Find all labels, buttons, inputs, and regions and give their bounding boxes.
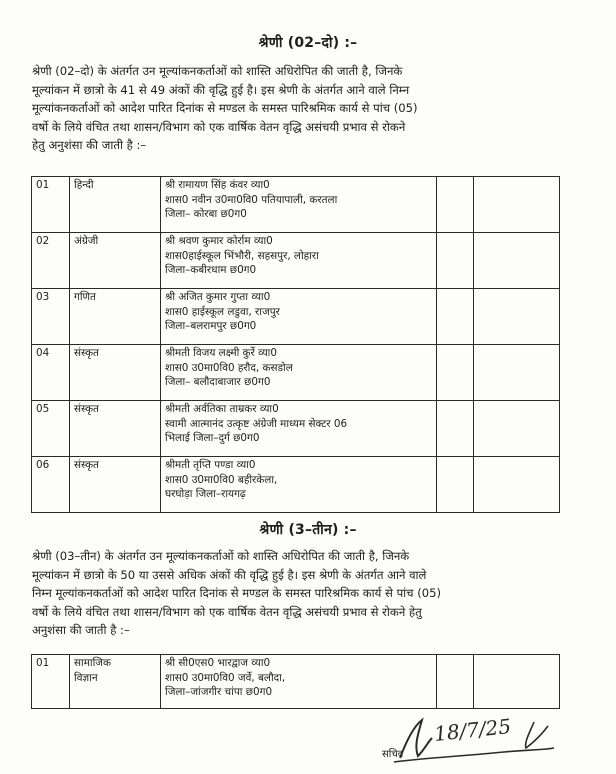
subject-cell-line: गणित bbox=[74, 291, 96, 303]
evaluator-details-cell-line: शास0हाईस्कूल भिंभौरी, सहसपुर, लोहारा bbox=[165, 249, 319, 262]
section-2-line: वर्षो के लिये वंचित तथा शासन/विभाग को एक वार्षिक वेतन वृद्धि असंचयी प्रभाव से रोकने bbox=[32, 119, 406, 134]
subject-cell-line: संस्कृत bbox=[74, 403, 99, 415]
section-2-line: मूल्यांकन में छात्रो के 41 से 49 अंकों की वृद्धि हुई है। इस श्रेणी के अंतर्गत आने वाले निम्न bbox=[32, 82, 410, 97]
evaluator-details-cell bbox=[161, 457, 437, 513]
section-2-heading: श्रेणी (02–दो) :– bbox=[258, 35, 358, 51]
blank-cell bbox=[474, 345, 560, 401]
blank-cell bbox=[474, 401, 560, 457]
section-3-line: मूल्यांकन में छात्रो के 50 या उससे अधिक अंकों की वृद्धि हुई है। इस श्रेणी के अंतर्गत आने वाले bbox=[32, 567, 427, 582]
evaluator-details-cell-line: श्री श्रवण कुमार कोर्राम व्या0 bbox=[165, 235, 273, 247]
remarks-cell bbox=[437, 177, 474, 233]
blank-cell bbox=[474, 457, 560, 513]
subject-cell-line: सामाजिक bbox=[74, 657, 112, 669]
blank-cell bbox=[474, 289, 560, 345]
blank-cell bbox=[474, 655, 560, 709]
evaluator-details-cell-line: शास0 उ0मा0वि0 हरौद, कसडोल bbox=[165, 361, 293, 374]
section-3-line: अनुशंसा की जाती है :– bbox=[32, 623, 130, 638]
remarks-cell bbox=[437, 289, 474, 345]
subject-cell-line: हिन्दी bbox=[74, 179, 94, 191]
subject-cell-line: संस्कृत bbox=[74, 459, 99, 471]
evaluator-details-cell-line: जिला–बलरामपुर छ0ग0 bbox=[165, 320, 257, 333]
subject-cell bbox=[70, 401, 161, 457]
evaluator-details-cell-line: श्रीमती अर्वतिका ताम्रकर व्या0 bbox=[165, 403, 279, 415]
evaluator-details-cell bbox=[161, 345, 437, 401]
evaluator-details-cell-line: श्रीमती विजय लक्ष्मी कुर्रे व्या0 bbox=[165, 347, 277, 359]
table-row bbox=[32, 177, 560, 233]
remarks-cell bbox=[437, 457, 474, 513]
evaluator-details-cell-line: शास0 उ0मा0वि0 बहीरकेला, bbox=[165, 473, 278, 486]
evaluator-details-cell-line: घरघोड़ा जिला–रायगढ़ bbox=[165, 488, 246, 501]
evaluator-details-cell bbox=[161, 233, 437, 289]
subject-cell bbox=[70, 655, 161, 709]
section-3-heading: श्रेणी (3–तीन) :– bbox=[259, 522, 357, 538]
evaluator-details-cell-line: स्वामी आत्मानंद उत्कृष्ट अंग्रेजी माध्यम सेक्टर 06 bbox=[165, 417, 348, 430]
evaluator-details-cell-line: जिला–जांजगीर चांपा छ0ग0 bbox=[165, 686, 273, 699]
blank-cell bbox=[474, 233, 560, 289]
evaluator-details-cell-line: जिला– बलौदाबाजार छ0ग0 bbox=[165, 376, 271, 389]
remarks-cell bbox=[437, 655, 474, 709]
table-row bbox=[32, 655, 560, 709]
section-3-line: निम्न मूल्यांकनकर्ताओं को आदेश पारित दिनांक से मण्डल के समस्त पारिश्रमिक कार्य से पांच (05) bbox=[32, 586, 442, 601]
section-2-paragraph bbox=[32, 62, 558, 155]
evaluator-details-cell-line: शास0 उ0मा0वि0 जर्वे, बलौदा, bbox=[165, 671, 286, 684]
serial-number-cell: 02 bbox=[32, 233, 70, 289]
subject-cell bbox=[70, 233, 161, 289]
section-3-table bbox=[31, 654, 560, 709]
serial-number-cell: 03 bbox=[32, 289, 70, 345]
subject-cell bbox=[70, 177, 161, 233]
signature-designation: सचिव bbox=[382, 749, 404, 760]
evaluator-details-cell bbox=[161, 289, 437, 345]
table-row bbox=[32, 233, 560, 289]
remarks-cell bbox=[437, 401, 474, 457]
section-2-table bbox=[31, 176, 560, 513]
evaluator-details-cell-line: जिला–कबीरधाम छ0ग0 bbox=[165, 264, 257, 277]
serial-number-cell: 06 bbox=[32, 457, 70, 513]
table-row bbox=[32, 345, 560, 401]
table-row bbox=[32, 401, 560, 457]
evaluator-details-cell bbox=[161, 655, 437, 709]
serial-number-cell: 05 bbox=[32, 401, 70, 457]
section-3-line: श्रेणी (03–तीन) के अंतर्गत उन मूल्यांकनकर्ताओं को शास्ति अधिरोपित की जाती है, जिनके bbox=[32, 549, 410, 563]
handwritten-signature bbox=[384, 712, 584, 770]
serial-number-cell: 01 bbox=[32, 655, 70, 709]
subject-cell bbox=[70, 457, 161, 513]
evaluator-details-cell-line: श्रीमती तृप्ति पण्डा व्या0 bbox=[165, 459, 256, 471]
table-row bbox=[32, 457, 560, 513]
subject-cell-line: अंग्रेजी bbox=[74, 235, 99, 247]
remarks-cell bbox=[437, 345, 474, 401]
blank-cell bbox=[474, 177, 560, 233]
section-2-line: हेतु अनुशंसा की जाती है :– bbox=[32, 138, 147, 153]
evaluator-details-cell-line: भिलाई जिला–दुर्ग छ0ग0 bbox=[165, 432, 260, 445]
table-row bbox=[32, 289, 560, 345]
section-2-line: मूल्यांकनकर्ताओं को आदेश पारित दिनांक से मण्डल के समस्त पारिश्रमिक कार्य से पांच (05) bbox=[32, 101, 418, 116]
signature-date: 18/7/25 bbox=[432, 714, 513, 746]
remarks-cell bbox=[437, 233, 474, 289]
evaluator-details-cell-line: श्री सी0एस0 भारद्वाज व्या0 bbox=[165, 657, 271, 669]
evaluator-details-cell-line: शास0 हाईस्कूल लडुवा, राजपुर bbox=[165, 305, 280, 318]
section-3-line: वर्षो के लिये वंचित तथा शासन/विभाग को एक वार्षिक वेतन वृद्धि असंचयी प्रभाव से रोकने हेतु bbox=[32, 604, 422, 619]
subject-cell bbox=[70, 345, 161, 401]
section-3-paragraph bbox=[32, 547, 558, 640]
evaluator-details-cell-line: शास0 नवीन उ0मा0वि0 पतियापाली, करतला bbox=[165, 193, 338, 206]
evaluator-details-cell-line: श्री रामायण सिंह कंवर व्या0 bbox=[165, 179, 270, 191]
subject-cell-line: विज्ञान bbox=[74, 671, 98, 684]
evaluator-details-cell bbox=[161, 401, 437, 457]
evaluator-details-cell bbox=[161, 177, 437, 233]
evaluator-details-cell-line: श्री अजित कुमार गुप्ता व्या0 bbox=[165, 291, 271, 303]
subject-cell bbox=[70, 289, 161, 345]
serial-number-cell: 04 bbox=[32, 345, 70, 401]
serial-number-cell: 01 bbox=[32, 177, 70, 233]
evaluator-details-cell-line: जिला– कोरबा छ0ग0 bbox=[165, 208, 247, 221]
subject-cell-line: संस्कृत bbox=[74, 347, 99, 359]
section-2-line: श्रेणी (02–दो) के अंतर्गत उन मूल्यांकनकर्ताओं को शास्ति अधिरोपित की जाती है, जिनके bbox=[32, 64, 403, 78]
